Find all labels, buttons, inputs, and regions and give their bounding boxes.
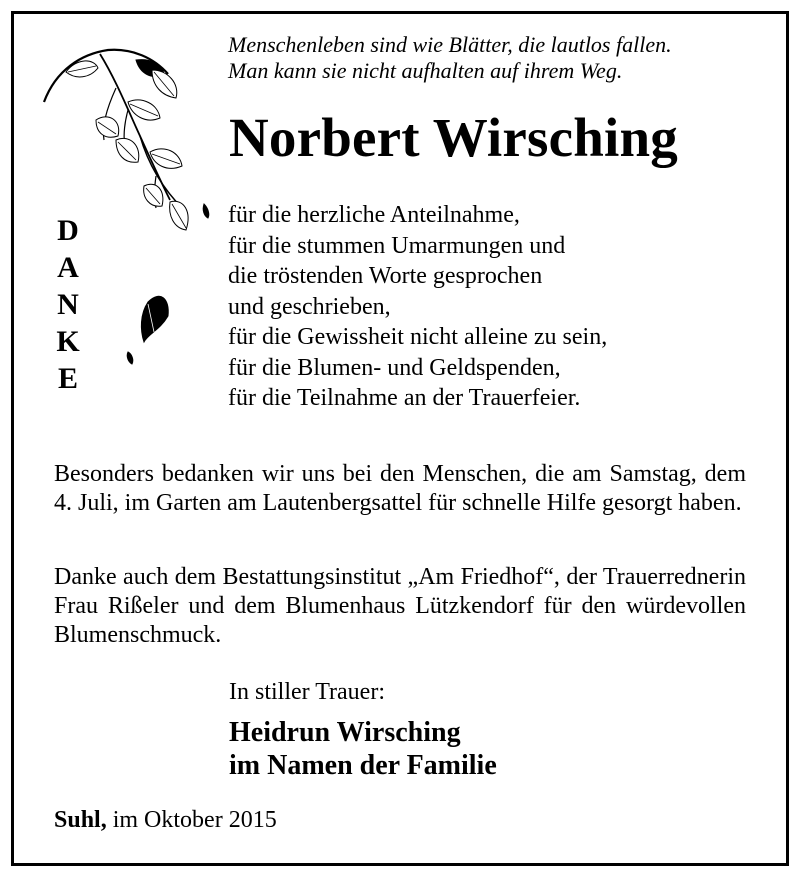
motto <box>228 32 748 84</box>
danke-vertical <box>48 212 88 397</box>
signer-family: im Namen der Familie <box>229 750 497 781</box>
mourning-label: In stiller Trauer: <box>229 679 385 705</box>
signer-name: Heidrun Wirsching <box>229 717 461 748</box>
danke-letter: E <box>57 362 78 395</box>
thanks-list <box>228 200 607 414</box>
danke-letter: D <box>57 214 79 247</box>
thanks-line: und geschrieben, <box>228 293 391 320</box>
thanks-line: für die stummen Umarmungen und <box>228 232 566 259</box>
danke-letter: A <box>57 251 79 284</box>
signer-block <box>229 716 497 782</box>
thanks-line: für die herzliche Anteilnahme, <box>228 202 520 228</box>
place: Suhl, <box>54 807 107 833</box>
thanks-line: für die Teilnahme an der Trauerfeier. <box>228 385 581 411</box>
danke-letter: K <box>56 325 80 358</box>
thanks-line: für die Gewissheit nicht alleine zu sein, <box>228 324 608 350</box>
place-date <box>54 806 277 835</box>
deceased-name: Norbert Wirsching <box>229 107 678 168</box>
danke-letter: N <box>57 288 79 321</box>
thanks-line: die tröstenden Worte gesprochen <box>228 263 543 289</box>
motto-line: Man kann sie nicht aufhalten auf ihrem Weg. <box>228 58 623 83</box>
motto-line: Menschenleben sind wie Blätter, die lautlos fallen. <box>228 32 672 57</box>
date: im Oktober 2015 <box>112 807 277 833</box>
special-thanks-paragraph: Besonders bedanken wir uns bei den Menschen, die am Samstag, dem 4. Juli, im Garten am Lautenbergsattel für schnelle Hilfe gesorgt haben. <box>54 461 746 516</box>
institutions-thanks-paragraph: Danke auch dem Bestattungsinstitut „Am Friedhof“, der Trauerrednerin Frau Rißeler und dem Blumenhaus Lützkendorf für den würdevollen Blumenschmuck. <box>54 564 746 648</box>
thanks-line: für die Blumen- und Geldspenden, <box>228 354 561 381</box>
